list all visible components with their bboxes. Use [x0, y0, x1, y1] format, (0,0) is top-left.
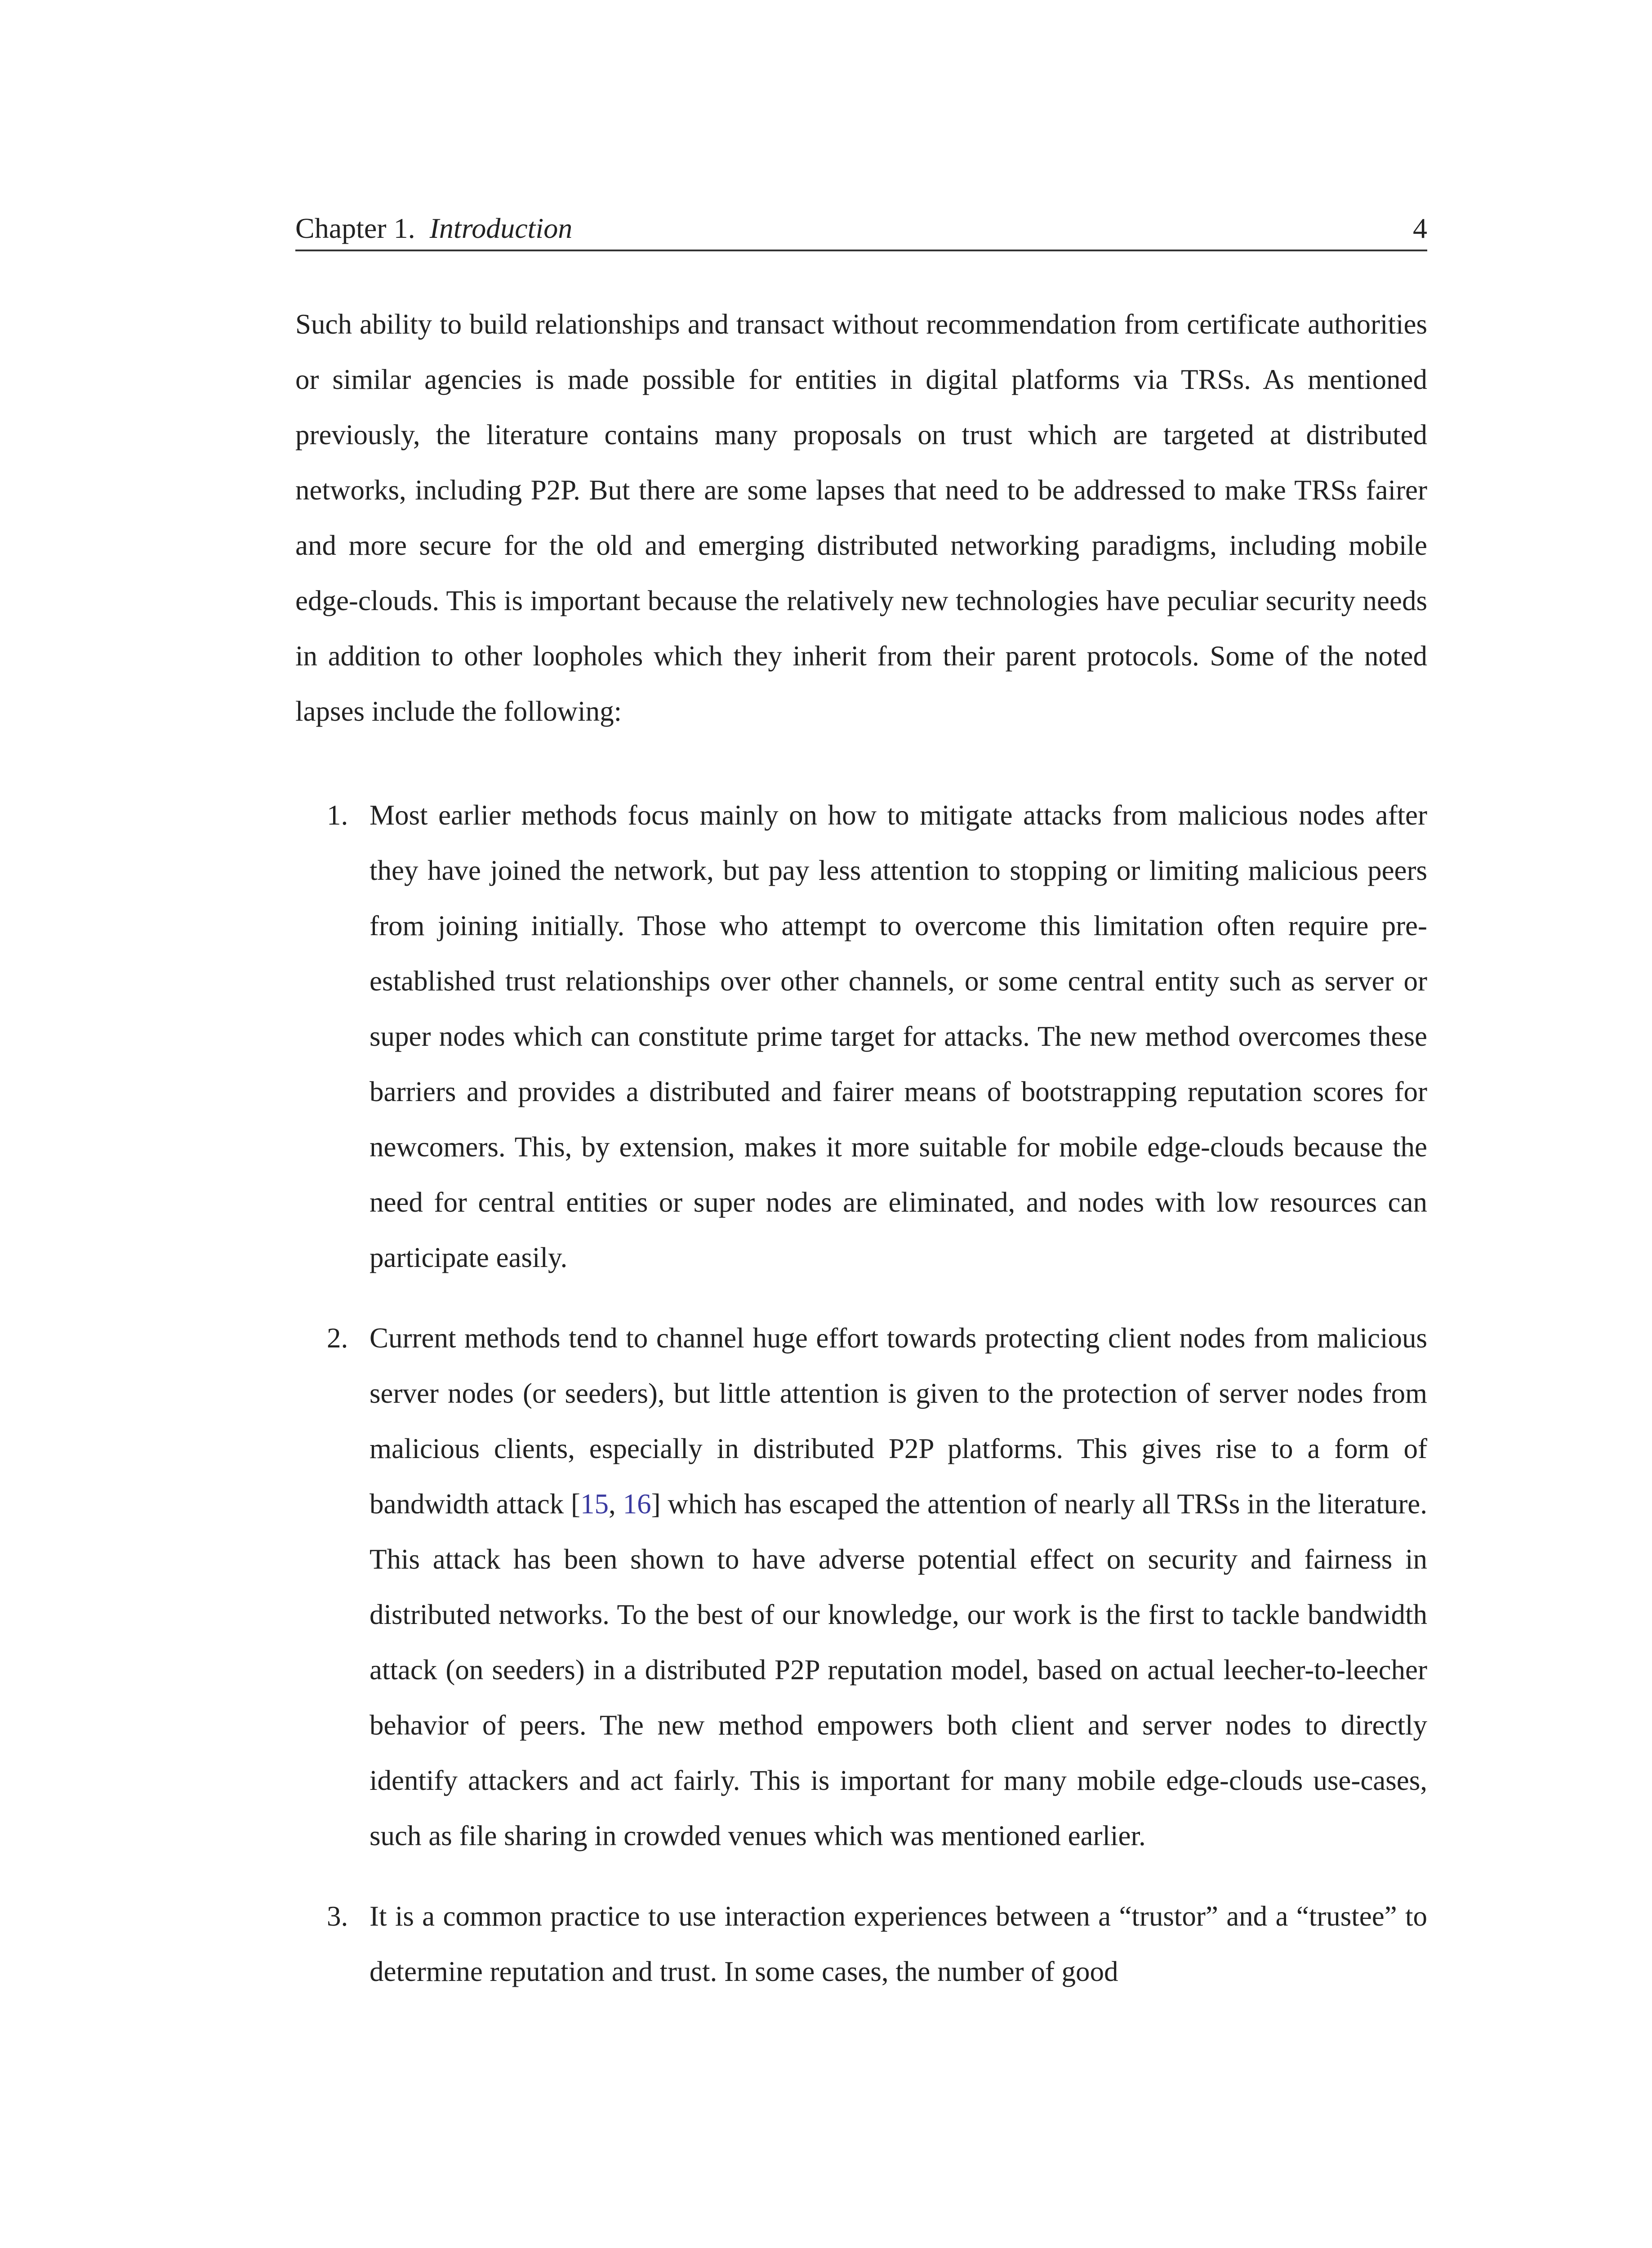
chapter-heading [295, 207, 572, 250]
list-item-number: 2. [327, 1322, 348, 1354]
list-item-number: 1. [327, 799, 348, 831]
list-item [295, 1311, 1427, 1864]
intro-paragraph: Such ability to build relationships and transact without recommendation from certificate authorities or similar agencies is made possible for entities in digital platforms via TRSs. As mentioned previously, the literature contains many proposals on trust which are targeted at distributed networks, including P2P. But there are some lapses that need to be addressed to make TRSs fairer and more secure for the old and emerging distributed networking paradigms, including mobile edge-clouds. This is important because the relatively new technologies have peculiar security needs in addition to other loopholes which they inherit from their parent protocols. Some of the noted lapses include the following: [295, 308, 1427, 727]
citation-close-bracket: ] [651, 1488, 661, 1520]
list-item [295, 788, 1427, 1285]
chapter-title: Introduction [429, 212, 573, 244]
running-header [295, 207, 1427, 251]
list-item-text: Most earlier methods focus mainly on how to mitigate attacks from malicious nodes after they have joined the network, but pay less attention to stopping or limiting malicious peers from joining initially. Those who attempt to overcome this limitation often require pre-established trust relationships over other channels, or some central entity such as server or super nodes which can constitute prime target for attacks. The new method overcomes these barriers and provides a distributed and fairer means of bootstrapping reputation scores for newcomers. This, by extension, makes it more suitable for mobile edge-clouds because the need for central entities or super nodes are eliminated, and nodes with low resources can participate easily. [370, 799, 1427, 1273]
list-item [295, 1889, 1427, 1999]
list-item-text: It is a common practice to use interaction experiences between a “trustor” and a “trustee” to determine reputation and trust. In some cases, the number of good [370, 1900, 1427, 1987]
list-item-text-before-citation: Current methods tend to channel huge effort towards protecting client nodes from malicious server nodes (or seeders), but little attention is given to the protection of server nodes from malicious clients, especially in distributed P2P platforms. This gives rise to a form of bandwidth attack [370, 1322, 1427, 1520]
citation-separator: , [609, 1488, 623, 1520]
main-text [295, 297, 1427, 2025]
page-number: 4 [1413, 212, 1427, 244]
citation-link-15[interactable]: 15 [580, 1488, 609, 1520]
list-item-text [370, 1322, 1427, 1851]
citation-open-bracket: [ [571, 1488, 580, 1520]
citation-link-16[interactable]: 16 [623, 1488, 651, 1520]
list-item-number: 3. [327, 1900, 348, 1932]
lapses-list [295, 788, 1427, 1999]
list-item-text-after-citation: which has escaped the attention of nearly all TRSs in the literature. This attack has been shown to have adverse potential effect on security and fairness in distributed networks. To the best of our knowledge, our work is the first to tackle bandwidth attack (on seeders) in a distributed P2P reputation model, based on actual leecher-to-leecher behavior of peers. The new method empowers both client and server nodes to directly identify attackers and act fairly. This is important for many mobile edge-clouds use-cases, such as file sharing in crowded venues which was mentioned earlier. [370, 1488, 1427, 1851]
chapter-prefix: Chapter 1. [295, 212, 415, 244]
